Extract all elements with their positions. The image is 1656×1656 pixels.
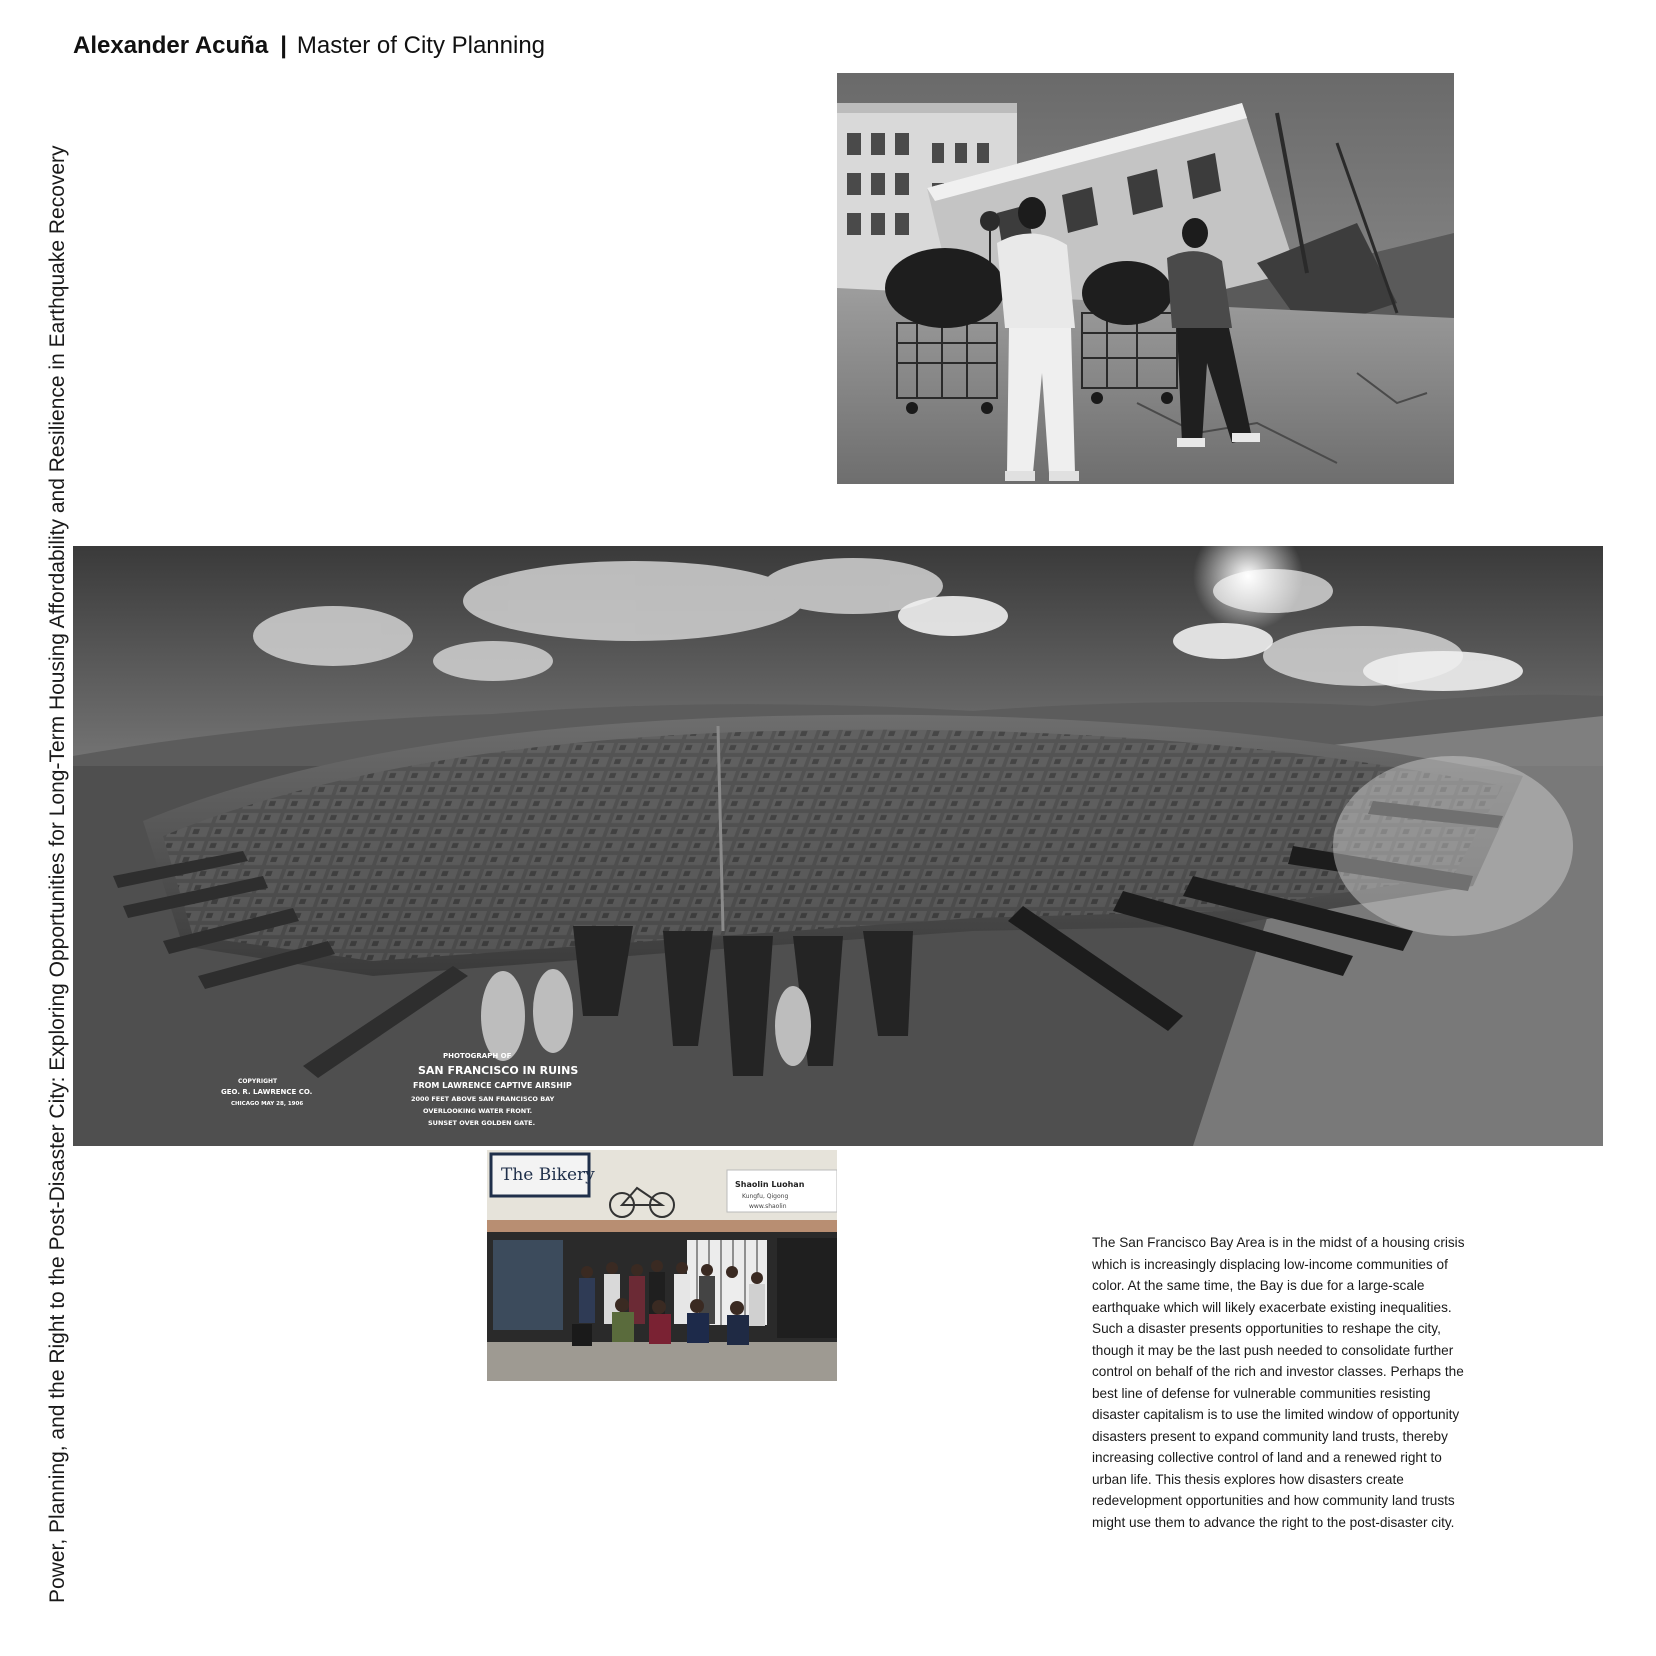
banner-line-2: Kungfu, Qigong — [742, 1193, 789, 1200]
degree-program: Master of City Planning — [296, 32, 546, 59]
page-header — [73, 30, 545, 62]
panorama-copyright-line-2: GEO. R. LAWRENCE CO. — [221, 1088, 313, 1096]
panorama-caption-line-3: FROM LAWRENCE CAPTIVE AIRSHIP — [413, 1081, 572, 1090]
banner-line-1: Shaolin Luohan — [735, 1180, 805, 1189]
panorama-caption-line-6: SUNSET OVER GOLDEN GATE. — [428, 1119, 536, 1127]
panorama-caption-line-5: OVERLOOKING WATER FRONT. — [423, 1107, 533, 1115]
bikery-group-photo — [487, 1150, 837, 1381]
abstract-text — [1092, 1232, 1474, 1533]
thesis-title: Power, Planning, and the Right to the Post-Disaster City: Exploring Opportunities for Long-Term Housing Affordability and Resilience in Earthquake Recovery — [46, 145, 69, 1603]
panorama-caption-line-1: PHOTOGRAPH OF — [443, 1052, 512, 1060]
panorama-caption-line-4: 2000 FEET ABOVE SAN FRANCISCO BAY — [411, 1095, 555, 1103]
bikery-sign-text: The Bikery — [501, 1165, 595, 1185]
panorama-copyright-line-1: COPYRIGHT — [238, 1078, 278, 1085]
earthquake-aftermath-photo — [837, 73, 1454, 484]
header-separator: | — [280, 32, 287, 59]
abstract-paragraph: The San Francisco Bay Area is in the midst of a housing crisis which is increasingly displacing low-income communities of color. At the same time, the Bay is due for a large-scale earthquake which will likely exacerbate existing inequalities. Such a disaster presents opportunities to reshape the city, though it may be the last push needed to consolidate further control on behalf of the rich and investor classes. Perhaps the best line of defense for vulnerable communities resisting disaster capitalism is to use the limited window of opportunity disasters present to expand community land trusts, thereby increasing collective control of land and a renewed right to urban life. This thesis explores how disasters create redevelopment opportunities and how community land trusts might use them to advance the right to the post-disaster city. — [1092, 1235, 1465, 1530]
banner-line-3: www.shaolin — [749, 1203, 787, 1210]
panorama-copyright-line-3: CHICAGO MAY 28, 1906 — [231, 1101, 304, 1107]
san-francisco-panorama-photo — [73, 546, 1603, 1146]
panorama-caption-line-2: SAN FRANCISCO IN RUINS — [418, 1064, 579, 1077]
author-name: Alexander Acuña — [73, 32, 269, 59]
